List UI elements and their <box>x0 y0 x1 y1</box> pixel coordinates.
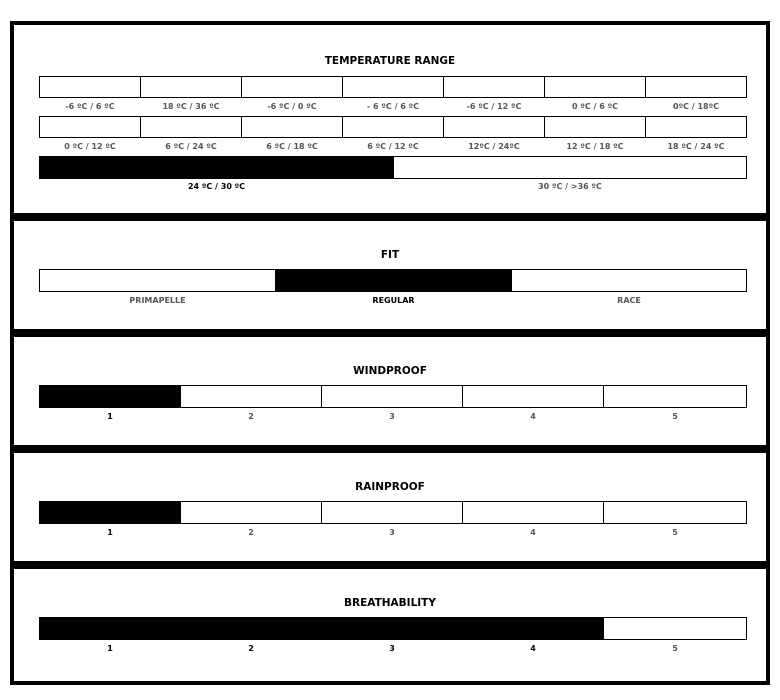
temperature-label: -6 ºC / 0 ºC <box>267 102 317 111</box>
temperature-label-active: 24 ºC / 30 ºC <box>187 182 246 191</box>
temperature-label: 30 ºC / >36 ºC <box>538 182 602 191</box>
temperature-label: 6 ºC / 18 ºC <box>266 142 318 151</box>
breathability-label-4: 4 <box>530 644 536 653</box>
breathability-level-2 <box>180 617 322 640</box>
temperature-cell <box>39 116 141 138</box>
windproof-panel <box>10 333 770 449</box>
windproof-level-1 <box>39 385 181 408</box>
fit-label-regular: REGULAR <box>372 296 415 305</box>
temperature-cell <box>544 116 646 138</box>
windproof-label-5: 5 <box>672 412 678 421</box>
breathability-label-3: 3 <box>389 644 395 653</box>
fit-panel <box>10 217 770 333</box>
rainproof-level-5 <box>603 501 747 524</box>
temperature-label: 18 ºC / 36 ºC <box>162 102 220 111</box>
temperature-cell <box>393 156 747 179</box>
fit-option-regular <box>275 269 512 292</box>
fit-label-primapelle: PRIMAPELLE <box>129 296 186 305</box>
windproof-level-4 <box>462 385 604 408</box>
rainproof-level-4 <box>462 501 604 524</box>
rainproof-level-1 <box>39 501 181 524</box>
windproof-label-1: 1 <box>107 412 113 421</box>
windproof-level-2 <box>180 385 322 408</box>
windproof-level-3 <box>321 385 463 408</box>
breathability-level-1 <box>39 617 181 640</box>
temperature-label: 18 ºC / 24 ºC <box>667 142 725 151</box>
temperature-label: -6 ºC / 6 ºC <box>65 102 115 111</box>
temperature-cell <box>140 116 242 138</box>
temperature-cell <box>241 116 343 138</box>
breathability-level-4 <box>462 617 604 640</box>
temperature-cell <box>443 116 545 138</box>
rainproof-label-3: 3 <box>389 528 395 537</box>
breathability-label-2: 2 <box>248 644 254 653</box>
windproof-label-3: 3 <box>389 412 395 421</box>
temperature-cell <box>241 76 343 98</box>
fit-option-race <box>511 269 747 292</box>
rainproof-level-2 <box>180 501 322 524</box>
temperature-cell-active <box>39 156 394 179</box>
temperature-label: - 6 ºC / 6 ºC <box>366 102 420 111</box>
temperature-label: -6 ºC / 12 ºC <box>466 102 522 111</box>
rainproof-panel <box>10 449 770 565</box>
temperature-label: 0 ºC / 12 ºC <box>64 142 116 151</box>
rainproof-label-2: 2 <box>248 528 254 537</box>
fit-option-primapelle <box>39 269 276 292</box>
rainproof-label-4: 4 <box>530 528 536 537</box>
temperature-cell <box>342 116 444 138</box>
fit-title: FIT <box>380 249 400 261</box>
temperature-range-title: TEMPERATURE RANGE <box>324 55 456 67</box>
temperature-label: 12 ºC / 18 ºC <box>566 142 624 151</box>
breathability-panel <box>10 565 770 685</box>
temperature-range-panel <box>10 21 770 217</box>
temperature-cell <box>544 76 646 98</box>
fit-label-race: RACE <box>617 296 641 305</box>
temperature-cell <box>39 76 141 98</box>
breathability-level-3 <box>321 617 463 640</box>
temperature-label: 6 ºC / 12 ºC <box>367 142 419 151</box>
breathability-title: BREATHABILITY <box>344 597 436 609</box>
windproof-title: WINDPROOF <box>353 365 427 377</box>
breathability-label-1: 1 <box>107 644 113 653</box>
temperature-label: 0ºC / 18ºC <box>673 102 719 111</box>
rainproof-label-5: 5 <box>672 528 678 537</box>
temperature-cell <box>140 76 242 98</box>
breathability-label-5: 5 <box>672 644 678 653</box>
rainproof-label-1: 1 <box>107 528 113 537</box>
windproof-label-2: 2 <box>248 412 254 421</box>
rainproof-level-3 <box>321 501 463 524</box>
temperature-label: 12ºC / 24ºC <box>468 142 520 151</box>
temperature-cell <box>645 76 747 98</box>
temperature-cell <box>443 76 545 98</box>
temperature-label: 6 ºC / 24 ºC <box>165 142 217 151</box>
windproof-label-4: 4 <box>530 412 536 421</box>
temperature-cell <box>645 116 747 138</box>
rainproof-title: RAINPROOF <box>355 481 425 493</box>
windproof-level-5 <box>603 385 747 408</box>
breathability-level-5 <box>603 617 747 640</box>
temperature-label: 0 ºC / 6 ºC <box>572 102 618 111</box>
temperature-cell <box>342 76 444 98</box>
